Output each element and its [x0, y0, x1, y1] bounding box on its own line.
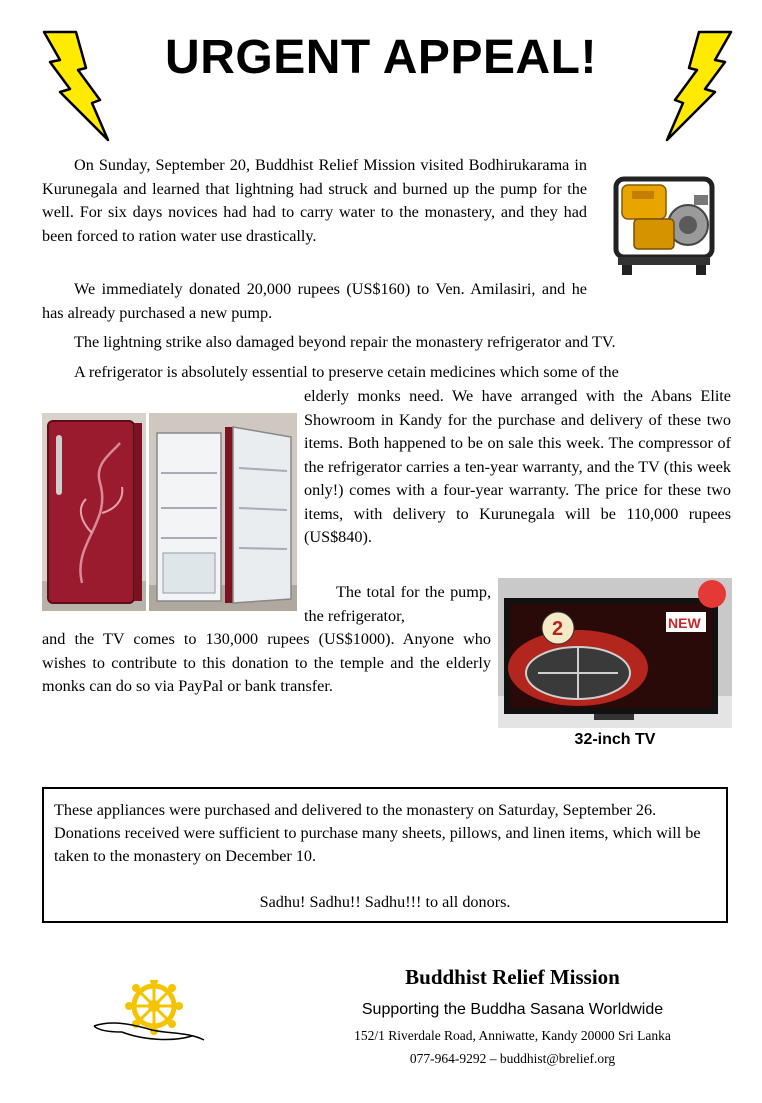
paragraph-total-contribution: and the TV comes to 130,000 rupees (US$1000). Anyone who wishes to contribute to this donation to the temple and the elderly monks can do so via PayPal or bank transfer. — [42, 630, 491, 695]
org-address: 152/1 Riverdale Road, Anniwatte, Kandy 20000 Sri Lanka — [354, 1028, 671, 1043]
refrigerator-closed-image — [42, 413, 146, 611]
org-name: Buddhist Relief Mission — [405, 965, 620, 989]
org-tagline: Supporting the Buddha Sasana Worldwide — [361, 1001, 664, 1018]
paragraph-total-start: The total for the pump, the refrigerator, — [304, 583, 491, 625]
update-box — [42, 787, 728, 923]
tv-screen-sign: NEW — [668, 615, 701, 631]
update-text: These appliances were purchased and delivered to the monastery on Saturday, September 26. Donations received were sufficient to purchase many sheets, pillows, and linen items, which will be taken to the monastery on December 10. — [54, 801, 701, 865]
sadhu-message: Sadhu! Sadhu!! Sadhu!!! to all donors. — [259, 893, 511, 911]
paragraph-lightning-damage: The lightning strike also damaged beyond repair the monastery refrigerator and TV. — [74, 333, 616, 351]
water-pump-image — [608, 155, 720, 285]
tv-screen-number: 2 — [552, 618, 564, 640]
paragraph-showroom-purchase: elderly monks need. We have arranged with the Abans Elite Showroom in Kandy for the purchase and delivery of these two items. Both happened to be on sale this week. The compressor of the refrigerator carries a ten-year warranty, and the TV (this week only!) comes with a four-year warranty. The price for these two items, with delivery to Kurunegala will be 110,000 rupees (US$840). — [304, 387, 731, 546]
org-contact: 077-964-9292 – buddhist@brelief.org — [409, 1051, 616, 1066]
paragraph-pump-visit: On Sunday, September 20, Buddhist Relief Mission visited Bodhirukarama in Kurunegala and learned that lightning had struck and burned up the pump for the well. For six days novices had had to carry water to the monastery, and they had been forced to ration water use drastically. — [42, 156, 587, 245]
page-title: URGENT APPEAL! — [165, 31, 597, 84]
refrigerator-open-image — [149, 413, 297, 611]
tv-image — [498, 578, 732, 728]
tv-caption: 32-inch TV — [574, 731, 656, 748]
paragraph-donation: We immediately donated 20,000 rupees (US$160) to Ven. Amilasiri, and he has already purchased a new pump. — [42, 280, 587, 322]
dharma-wheel-hand-logo — [92, 980, 208, 1050]
lightning-bolt-icon-right — [663, 30, 733, 142]
paragraph-refrigerator-need: A refrigerator is absolutely essential to preserve cetain medicines which some of the — [74, 363, 619, 381]
